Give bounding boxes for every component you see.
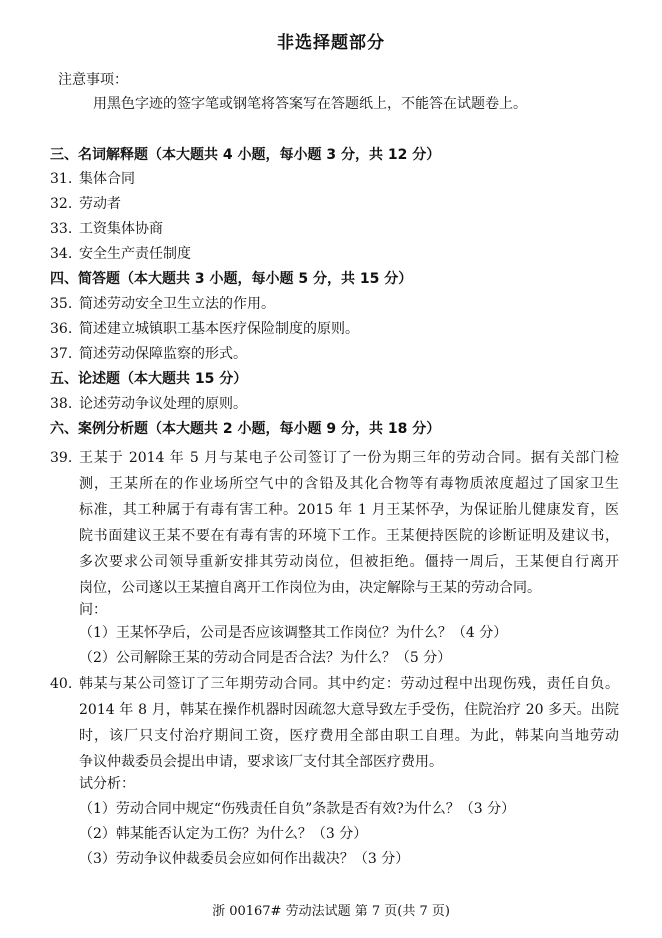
- question-39-body: [79, 445, 619, 601]
- section-6-title: 六、案例分析题: [50, 421, 148, 437]
- question-40-body: [79, 671, 619, 775]
- question-32: [50, 195, 121, 213]
- question-40-sub-2: （2）韩某能否认定为工伤？为什么？（3 分）: [79, 826, 368, 842]
- question-37: [50, 345, 247, 363]
- question-text: 简述建立城镇职工基本医疗保险制度的原则。: [79, 321, 359, 337]
- section-5-title: 五、论述题: [50, 371, 120, 387]
- case-text-line: 标准，其工种属于有毒有害工种。2015 年 1 月王某怀孕，为保证胎儿健康发育，医: [79, 502, 619, 518]
- question-number: 38.: [50, 396, 73, 412]
- question-text: 简述劳动保障监察的形式。: [79, 346, 247, 362]
- page-footer: 浙 00167# 劳动法试题 第 7 页(共 7 页): [212, 904, 450, 919]
- section-4-header: [50, 270, 412, 288]
- question-number: 31.: [50, 171, 73, 187]
- section-6-meta: （本大题共 2 小题，每小题 9 分，共 18 分）: [148, 421, 441, 437]
- question-number: 33.: [50, 221, 73, 237]
- question-40-sub-1: （1）劳动合同中规定“伤残责任自负”条款是否有效?为什么？（3 分）: [79, 801, 516, 817]
- section-4-title: 四、简答题: [50, 271, 120, 287]
- question-39-number: 39.: [50, 450, 73, 466]
- question-38: [50, 395, 247, 413]
- question-number: 34.: [50, 246, 73, 262]
- section-6-header: [50, 420, 440, 438]
- question-text: 简述劳动安全卫生立法的作用。: [79, 296, 275, 312]
- question-40-sub-3: （3）劳动争议仲裁委员会应如何作出裁决？（3 分）: [79, 851, 410, 867]
- case-text-line: 院书面建议王某不要在有毒有害的环境下工作。王某便持医院的诊断证明及建议书，: [79, 528, 619, 544]
- question-34: [50, 245, 191, 263]
- page-title: 非选择题部分: [277, 33, 385, 53]
- question-39-sub-2: （2）公司解除王某的劳动合同是否合法？为什么？（5 分）: [79, 650, 452, 666]
- notice-text: 用黑色字迹的签字笔或钢笔将答案写在答题纸上，不能答在试题卷上。: [93, 96, 527, 112]
- question-33: [50, 220, 163, 238]
- question-31: [50, 170, 135, 188]
- section-3-header: [50, 146, 440, 164]
- question-39-sub-1: （1）王某怀孕后，公司是否应该调整其工作岗位？为什么？（4 分）: [79, 625, 508, 641]
- case-text-line: 多次要求公司领导重新安排其劳动岗位，但被拒绝。僵持一周后，王某便自行离开: [79, 554, 619, 570]
- question-39-ask: 问：: [79, 602, 107, 618]
- question-number: 37.: [50, 346, 73, 362]
- case-text-line: 岗位，公司遂以王某擅自离开工作岗位为由，决定解除与王某的劳动合同。: [79, 580, 541, 596]
- question-text: 工资集体协商: [79, 221, 163, 237]
- question-40-number: 40.: [50, 676, 73, 692]
- question-36: [50, 320, 359, 338]
- case-text-line: 2014 年 8 月，韩某在操作机器时因疏忽大意导致左手受伤，住院治疗 20 多天。出院: [79, 702, 619, 718]
- case-text-line: 测，王某所在的作业场所空气中的含铅及其化合物等有毒物质浓度超过了国家卫生: [79, 476, 619, 492]
- section-5-header: [50, 370, 247, 388]
- question-number: 36.: [50, 321, 73, 337]
- case-text-line: 时，该厂只支付治疗期间工资，医疗费用全部由职工自理。为此，韩某向当地劳动: [79, 728, 619, 744]
- question-text: 劳动者: [79, 196, 121, 212]
- question-40-ask: 试分析：: [79, 776, 135, 792]
- section-3-meta: （本大题共 4 小题，每小题 3 分，共 12 分）: [148, 147, 441, 163]
- section-4-meta: （本大题共 3 小题，每小题 5 分，共 15 分）: [120, 271, 413, 287]
- question-35: [50, 295, 275, 313]
- question-text: 安全生产责任制度: [79, 246, 191, 262]
- question-text: 集体合同: [79, 171, 135, 187]
- section-3-title: 三、名词解释题: [50, 147, 148, 163]
- section-5-meta: （本大题共 15 分）: [120, 371, 248, 387]
- case-text-line: 韩某与某公司签订了三年期劳动合同。其中约定：劳动过程中出现伤残，责任自负。: [79, 676, 619, 692]
- question-number: 32.: [50, 196, 73, 212]
- question-number: 35.: [50, 296, 73, 312]
- case-text-line: 王某于 2014 年 5 月与某电子公司签订了一份为期三年的劳动合同。据有关部门检: [79, 450, 619, 466]
- notice-heading: 注意事项：: [58, 72, 128, 88]
- question-text: 论述劳动争议处理的原则。: [79, 396, 247, 412]
- case-text-line: 争议仲裁委员会提出申请，要求该厂支付其全部医疗费用。: [79, 754, 443, 770]
